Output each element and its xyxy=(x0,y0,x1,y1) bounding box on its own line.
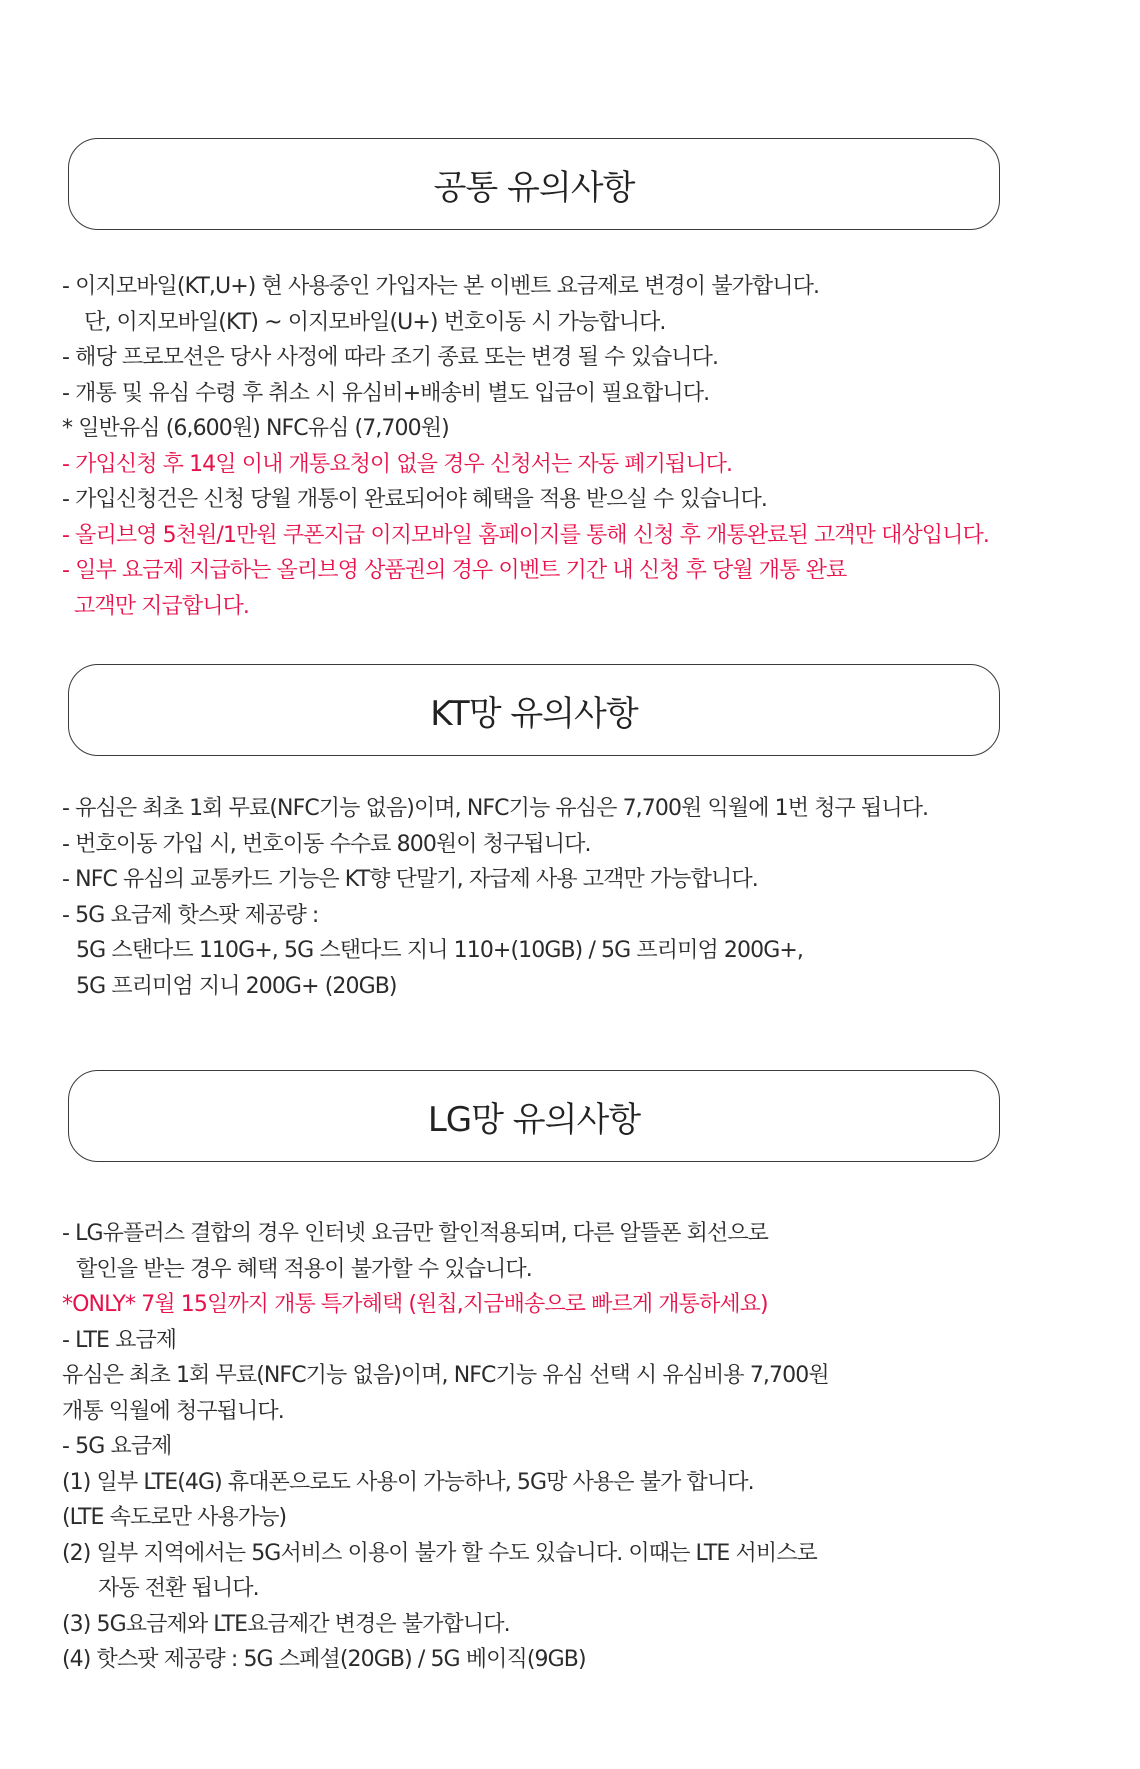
notice-line: 유심은 최초 1회 무료(NFC기능 없음)이며, NFC기능 유심 선택 시 유심비용 7,700원 xyxy=(62,1363,829,1388)
notice-line-highlight: - 가입신청 후 14일 이내 개통요청이 없을 경우 신청서는 자동 폐기됩니다. xyxy=(62,451,733,477)
notice-line: - 5G 요금제 xyxy=(62,1434,172,1459)
notice-list-lg xyxy=(62,1216,1122,1678)
notice-line: (LTE 속도로만 사용가능) xyxy=(62,1505,287,1530)
section-header-lg xyxy=(68,1070,1000,1162)
notice-line-highlight: - 일부 요금제 지급하는 올리브영 상품권의 경우 이벤트 기간 내 신청 후 당월 개통 완료 xyxy=(62,558,847,583)
notice-line: - 가입신청건은 신청 당월 개통이 완료되어야 혜택을 적용 받으실 수 있습니다. xyxy=(62,487,767,512)
section-header-common xyxy=(68,138,1000,230)
notice-line-highlight: 고객만 지급합니다. xyxy=(74,593,250,619)
notice-line: - LG유플러스 결합의 경우 인터넷 요금만 할인적용되며, 다른 알뜰폰 회선으로 xyxy=(62,1221,769,1246)
notice-line: - 이지모바일(KT,U+) 현 사용중인 가입자는 본 이벤트 요금제로 변경이 불가합니다. xyxy=(62,274,820,299)
notice-line: 단, 이지모바일(KT) ~ 이지모바일(U+) 번호이동 시 가능합니다. xyxy=(84,309,666,335)
notice-line: 개통 익월에 청구됩니다. xyxy=(62,1398,284,1424)
notice-list-common xyxy=(62,269,1122,624)
section-header-kt xyxy=(68,664,1000,756)
notice-line: * 일반유심 (6,600원) NFC유심 (7,700원) xyxy=(62,416,449,441)
notice-line: 자동 전환 됩니다. xyxy=(98,1576,259,1601)
section-title: KT망 유의사항 xyxy=(430,693,638,734)
notice-line: (1) 일부 LTE(4G) 휴대폰으로도 사용이 가능하나, 5G망 사용은 불가 합니다. xyxy=(62,1469,754,1495)
notice-line: (4) 핫스팟 제공량 : 5G 스페셜(20GB) / 5G 베이직(9GB) xyxy=(62,1647,586,1672)
notice-line-highlight: *ONLY* 7월 15일까지 개통 특가혜택 (원칩,지금배송으로 빠르게 개통하세요) xyxy=(62,1292,768,1317)
notice-line: - 개통 및 유심 수령 후 취소 시 유심비+배송비 별도 입금이 필요합니다. xyxy=(62,380,710,406)
notice-line: 5G 스탠다드 110G+, 5G 스탠다드 지니 110+(10GB) / 5G 프리미엄 200G+, xyxy=(76,938,803,963)
section-title: 공통 유의사항 xyxy=(433,167,635,208)
notice-line: - LTE 요금제 xyxy=(62,1327,177,1353)
notice-list-kt xyxy=(62,791,1122,1004)
notice-line: (2) 일부 지역에서는 5G서비스 이용이 불가 할 수도 있습니다. 이때는 LTE 서비스로 xyxy=(62,1540,817,1566)
notice-line-highlight: - 올리브영 5천원/1만원 쿠폰지급 이지모바일 홈페이지를 통해 신청 후 개통완료된 고객만 대상입니다. xyxy=(62,522,989,548)
notice-line: 5G 프리미엄 지니 200G+ (20GB) xyxy=(76,973,397,999)
notice-line: (3) 5G요금제와 LTE요금제간 변경은 불가합니다. xyxy=(62,1611,510,1637)
notice-line: - 5G 요금제 핫스팟 제공량 : xyxy=(62,902,319,928)
notice-line: - 번호이동 가입 시, 번호이동 수수료 800원이 청구됩니다. xyxy=(62,831,591,857)
notice-line: 할인을 받는 경우 혜택 적용이 불가할 수 있습니다. xyxy=(76,1256,532,1282)
notice-line: - 유심은 최초 1회 무료(NFC기능 없음)이며, NFC기능 유심은 7,700원 익월에 1번 청구 됩니다. xyxy=(62,796,929,821)
section-title: LG망 유의사항 xyxy=(427,1099,641,1140)
notice-line: - 해당 프로모션은 당사 사정에 따라 조기 종료 또는 변경 될 수 있습니다. xyxy=(62,345,719,370)
notice-line: - NFC 유심의 교통카드 기능은 KT향 단말기, 자급제 사용 고객만 가능합니다. xyxy=(62,867,758,892)
